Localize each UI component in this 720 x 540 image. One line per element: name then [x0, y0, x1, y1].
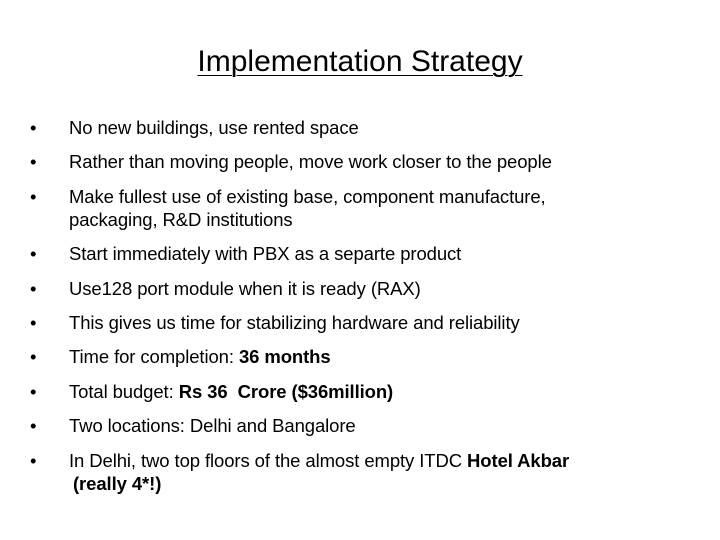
list-item	[30, 116, 700, 139]
bullet-bold-text: Rs 36 Crore ($36million)	[178, 380, 394, 402]
bullet-icon: •	[30, 243, 37, 265]
list-item	[30, 380, 700, 403]
bullet-text: Use128 port module when it is ready (RAX)	[69, 277, 421, 299]
bullet-text: Rather than moving people, move work closer to the people	[69, 151, 552, 173]
list-item	[30, 185, 700, 231]
bullet-icon: •	[30, 185, 37, 207]
bullet-icon: •	[30, 311, 37, 333]
slide-title: Implementation Strategy	[197, 45, 523, 78]
bullet-list	[30, 116, 700, 506]
bullet-icon: •	[30, 346, 37, 368]
bullet-icon: •	[30, 415, 37, 437]
bullet-text: In Delhi, two top floors of the almost empty ITDC	[69, 449, 468, 471]
bullet-icon: •	[30, 151, 37, 173]
bullet-text: No new buildings, use rented space	[69, 117, 359, 138]
bullet-icon: •	[30, 277, 37, 299]
bullet-text: Start immediately with PBX as a separte product	[69, 243, 462, 265]
list-item	[30, 311, 700, 334]
list-item	[30, 414, 700, 437]
bullet-text: This gives us time for stabilizing hardware and reliability	[69, 311, 520, 333]
list-item	[30, 150, 700, 173]
bullet-icon: •	[30, 449, 37, 471]
bullet-bold-text: 36 months	[238, 346, 331, 368]
bullet-bold-continuation: (really 4*!)	[73, 472, 162, 494]
list-item	[30, 277, 700, 300]
list-item	[30, 345, 700, 368]
bullet-text-continuation: packaging, R&D institutions	[69, 208, 293, 230]
bullet-text: Two locations: Delhi and Bangalore	[69, 415, 356, 437]
list-item	[30, 449, 700, 495]
bullet-text: Make fullest use of existing base, component manufacture,	[69, 185, 546, 207]
bullet-bold-text: Hotel Akbar	[467, 449, 570, 471]
list-item	[30, 242, 700, 265]
bullet-text: Time for completion:	[69, 346, 239, 368]
bullet-text: Total budget:	[69, 380, 179, 402]
bullet-icon: •	[30, 117, 37, 138]
bullet-icon: •	[30, 380, 37, 402]
